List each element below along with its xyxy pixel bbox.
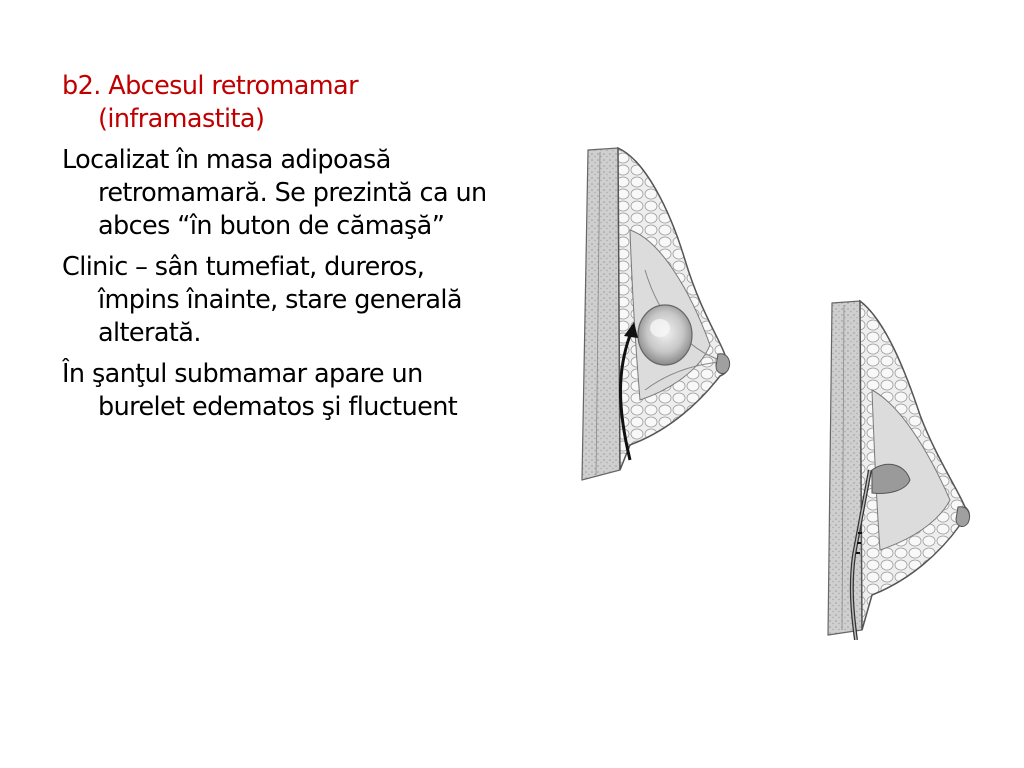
slide-title: b2. Abcesul retromamar (inframastita): [62, 71, 358, 134]
breast-abscess-drain-illustration: [810, 295, 990, 640]
breast-abscess-arrow-illustration: [560, 140, 760, 490]
paragraph-submammary: În şanţul submamar apare un burelet edematos şi fluctuent: [62, 359, 458, 422]
paragraph-localization: Localizat în masa adipoasă retromamară. Se prezintă ca un abces “în buton de cămaşă”: [62, 145, 487, 241]
text-column: [62, 70, 502, 432]
paragraph-clinical: Clinic – sân tumefiat, dureros, împins înainte, stare generală alterată.: [62, 252, 462, 348]
